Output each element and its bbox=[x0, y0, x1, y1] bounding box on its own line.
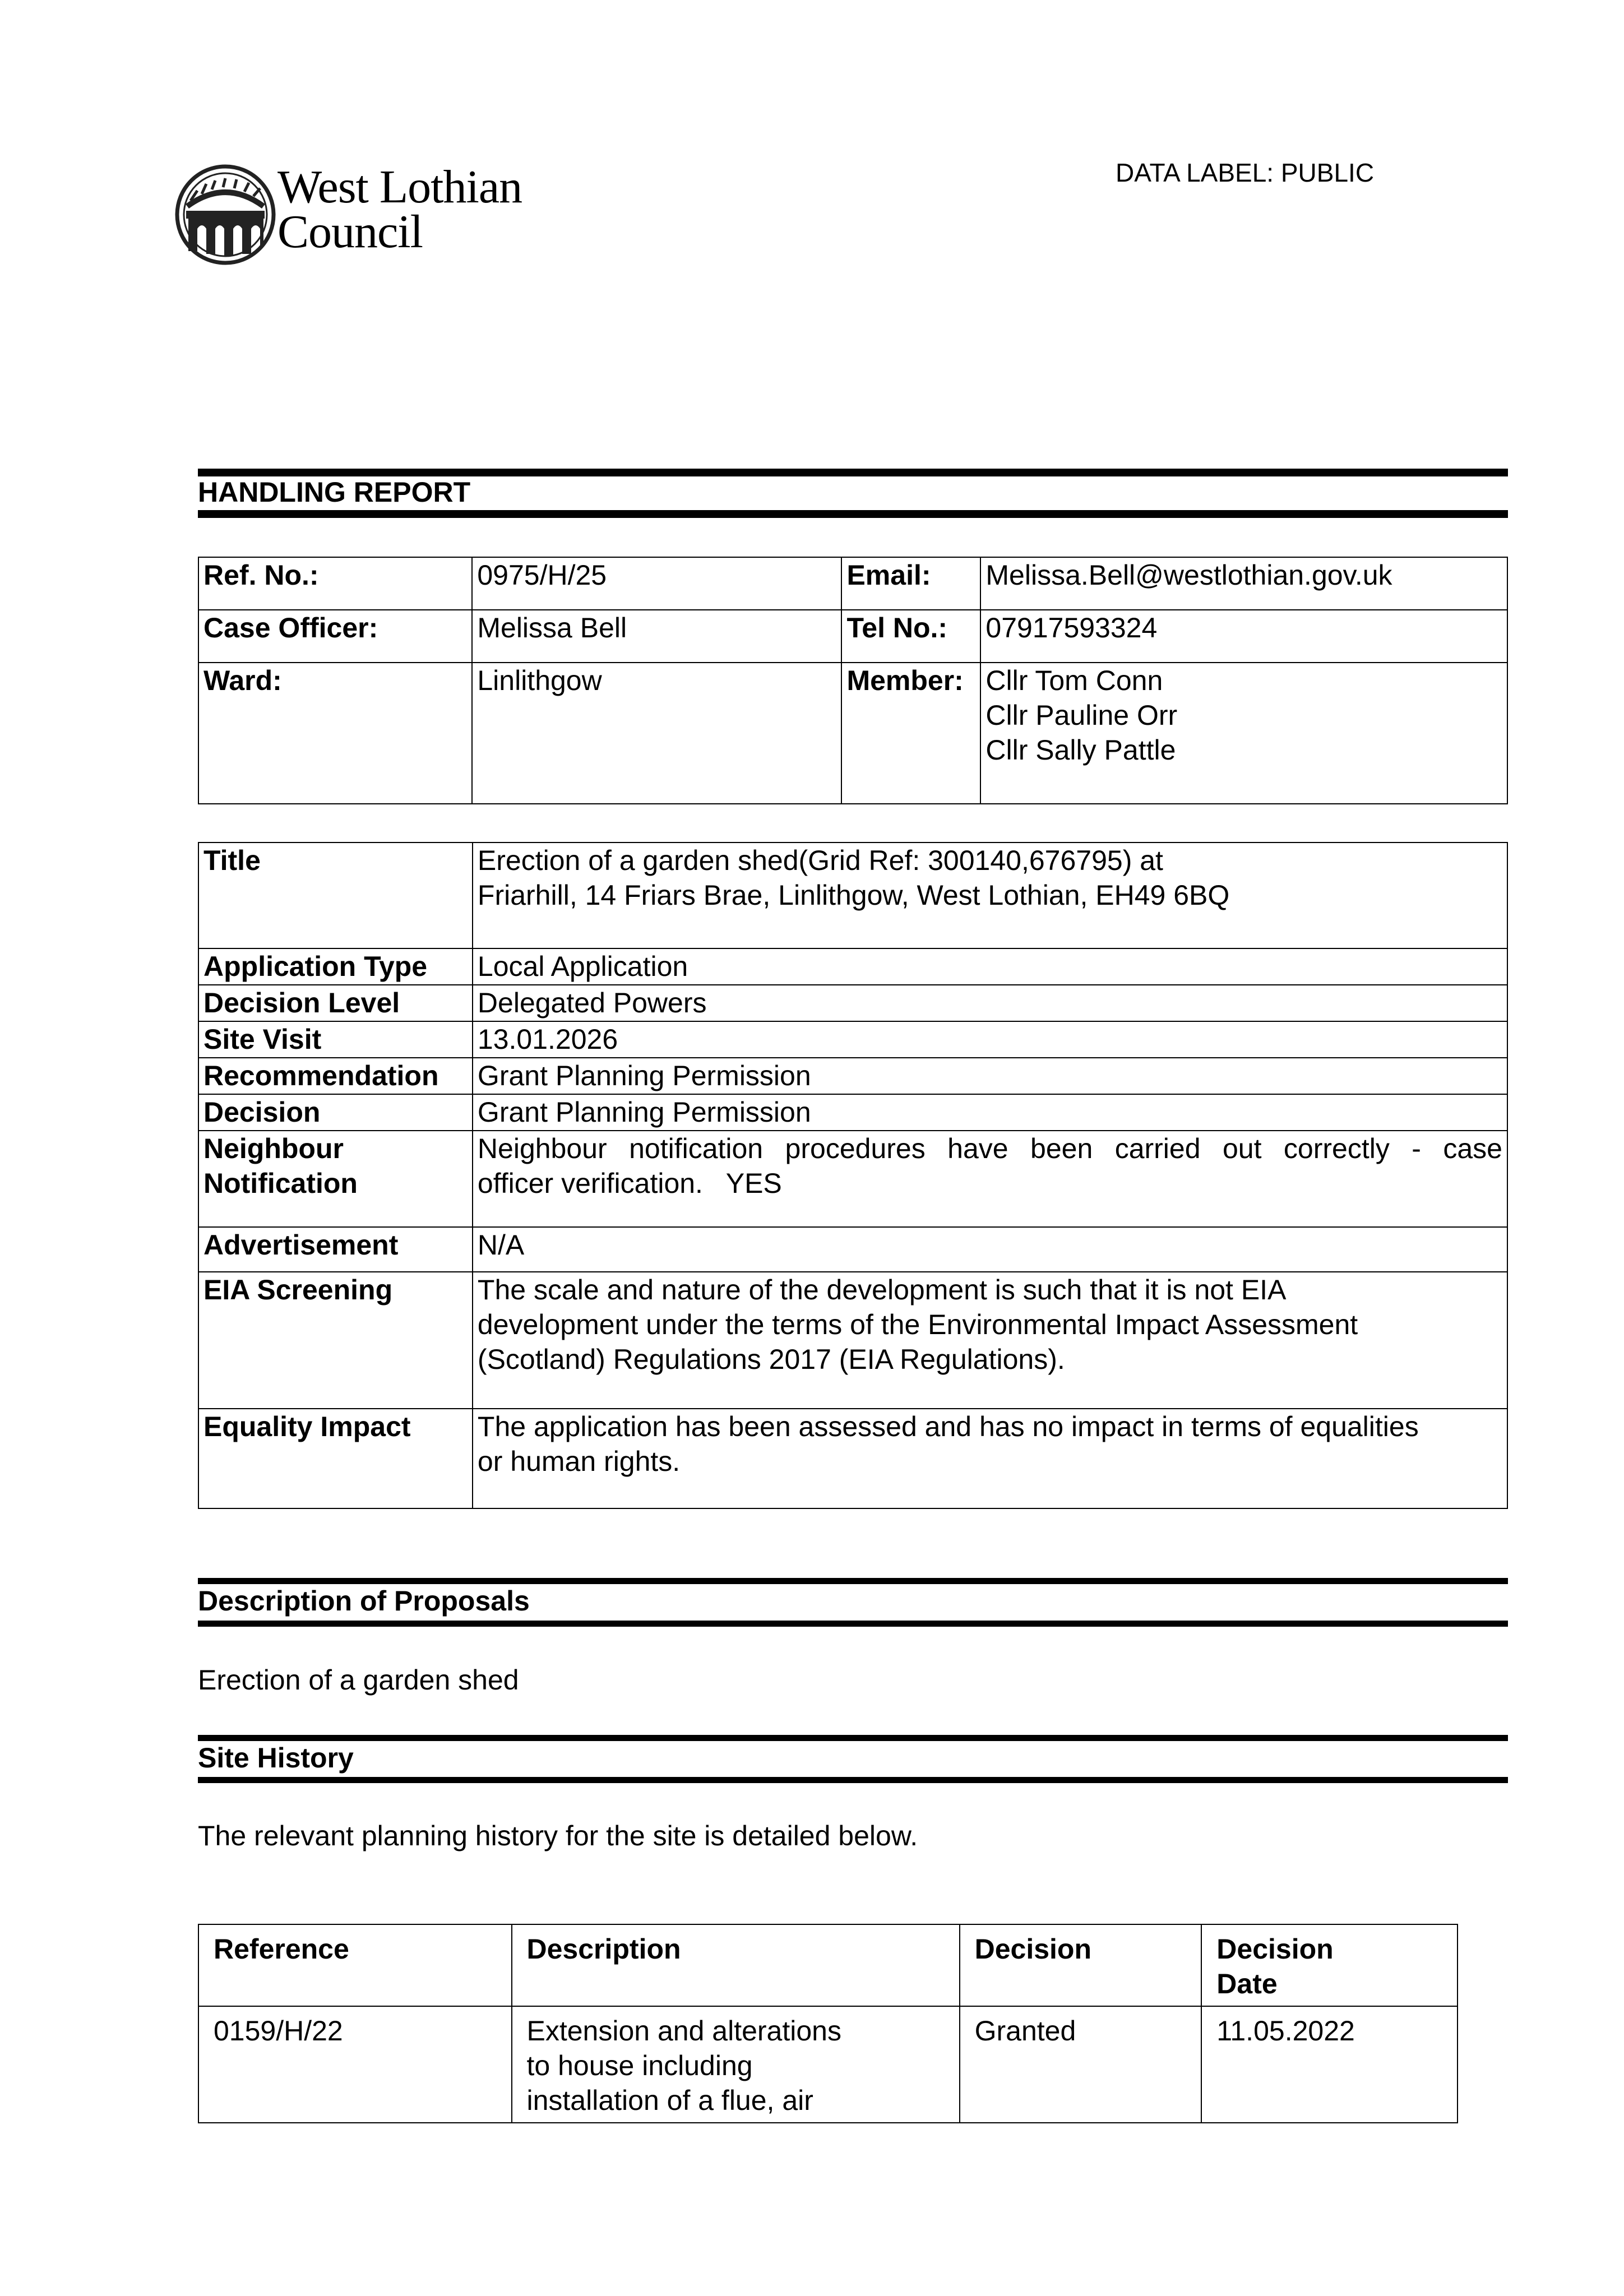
description-line: Extension and alterations bbox=[526, 2015, 841, 2047]
label-line: Notification bbox=[203, 1168, 358, 1199]
member-label: Member: bbox=[841, 663, 980, 804]
neighbour-line: Neighbour notification procedures have been carried out correctly - case bbox=[477, 1133, 1502, 1164]
report-title: HANDLING REPORT bbox=[198, 476, 471, 508]
member-item: Cllr Pauline Orr bbox=[985, 700, 1178, 731]
proposals-heading: Description of Proposals bbox=[198, 1585, 530, 1617]
history-reference: 0159/H/22 bbox=[198, 2006, 512, 2123]
history-decision-date: 11.05.2022 bbox=[1201, 2006, 1458, 2123]
eia-line: The scale and nature of the development is such that it is not EIA bbox=[477, 1274, 1287, 1306]
title-line: Erection of a garden shed(Grid Ref: 300140,676795) at bbox=[477, 845, 1163, 876]
application-type-label: Application Type bbox=[198, 948, 473, 985]
column-header-description: Description bbox=[512, 1924, 960, 2006]
site-history-intro: The relevant planning history for the site is detailed below. bbox=[198, 1820, 918, 1851]
member-item: Cllr Tom Conn bbox=[985, 665, 1163, 696]
equality-line: The application has been assessed and has no impact in terms of equalities bbox=[477, 1411, 1419, 1442]
eia-screening-label: EIA Screening bbox=[198, 1272, 473, 1409]
tel-label: Tel No.: bbox=[841, 610, 980, 663]
decision-level-label: Decision Level bbox=[198, 985, 473, 1021]
recommendation-label: Recommendation bbox=[198, 1058, 473, 1094]
header-line: Decision bbox=[1216, 1933, 1334, 1965]
member-list bbox=[980, 663, 1507, 804]
site-history-heading: Site History bbox=[198, 1742, 354, 1774]
rule bbox=[198, 1735, 1508, 1741]
recommendation-value: Grant Planning Permission bbox=[473, 1058, 1507, 1094]
ward-label: Ward: bbox=[198, 663, 472, 804]
proposals-text: Erection of a garden shed bbox=[198, 1664, 519, 1696]
decision-level-value: Delegated Powers bbox=[473, 985, 1507, 1021]
case-officer-label: Case Officer: bbox=[198, 610, 472, 663]
data-label: DATA LABEL: PUBLIC bbox=[1116, 158, 1375, 187]
decision-label: Decision bbox=[198, 1094, 473, 1131]
eia-line: development under the terms of the Environmental Impact Assessment bbox=[477, 1309, 1358, 1340]
ward-value: Linlithgow bbox=[472, 663, 841, 804]
case-officer-value: Melissa Bell bbox=[472, 610, 841, 663]
header-line: Date bbox=[1216, 1968, 1278, 1999]
title-label: Title bbox=[198, 843, 473, 948]
neighbour-notification-label bbox=[198, 1131, 473, 1227]
equality-impact-value bbox=[473, 1409, 1507, 1508]
history-decision: Granted bbox=[960, 2006, 1202, 2123]
advertisement-label: Advertisement bbox=[198, 1227, 473, 1272]
application-details-table bbox=[198, 842, 1508, 1509]
description-line: installation of a flue, air bbox=[526, 2085, 813, 2116]
column-header-decision-date bbox=[1201, 1924, 1458, 2006]
logo-text-line2: Council bbox=[277, 206, 423, 258]
rule bbox=[198, 510, 1508, 518]
equality-impact-label: Equality Impact bbox=[198, 1409, 473, 1508]
table-row bbox=[198, 2006, 1458, 2123]
description-line: to house including bbox=[526, 2050, 753, 2081]
neighbour-notification-value bbox=[473, 1131, 1507, 1227]
viaduct-emblem-icon bbox=[175, 161, 276, 268]
label-line: Neighbour bbox=[203, 1133, 344, 1164]
ref-value: 0975/H/25 bbox=[472, 557, 841, 610]
advertisement-value: N/A bbox=[473, 1227, 1507, 1272]
member-item: Cllr Sally Pattle bbox=[985, 734, 1176, 766]
neighbour-line: officer verification. YES bbox=[477, 1168, 782, 1199]
site-history-table bbox=[198, 1924, 1458, 2123]
decision-value: Grant Planning Permission bbox=[473, 1094, 1507, 1131]
column-header-reference: Reference bbox=[198, 1924, 512, 2006]
email-label: Email: bbox=[841, 557, 980, 610]
title-line: Friarhill, 14 Friars Brae, Linlithgow, West Lothian, EH49 6BQ bbox=[477, 879, 1230, 911]
case-info-table bbox=[198, 557, 1508, 804]
title-value bbox=[473, 843, 1507, 948]
site-visit-label: Site Visit bbox=[198, 1021, 473, 1058]
logo-text-line1: West Lothian bbox=[277, 161, 522, 213]
email-value: Melissa.Bell@westlothian.gov.uk bbox=[980, 557, 1507, 610]
application-type-value: Local Application bbox=[473, 948, 1507, 985]
site-visit-value: 13.01.2026 bbox=[473, 1021, 1507, 1058]
column-header-decision: Decision bbox=[960, 1924, 1202, 2006]
eia-screening-value bbox=[473, 1272, 1507, 1409]
rule bbox=[198, 1777, 1508, 1783]
tel-value: 07917593324 bbox=[980, 610, 1507, 663]
equality-line: or human rights. bbox=[477, 1446, 681, 1477]
ref-label: Ref. No.: bbox=[198, 557, 472, 610]
rule bbox=[198, 1621, 1508, 1627]
eia-line: (Scotland) Regulations 2017 (EIA Regulations). bbox=[477, 1344, 1065, 1375]
council-logo bbox=[175, 161, 556, 268]
rule bbox=[198, 1578, 1508, 1584]
history-description bbox=[512, 2006, 960, 2123]
